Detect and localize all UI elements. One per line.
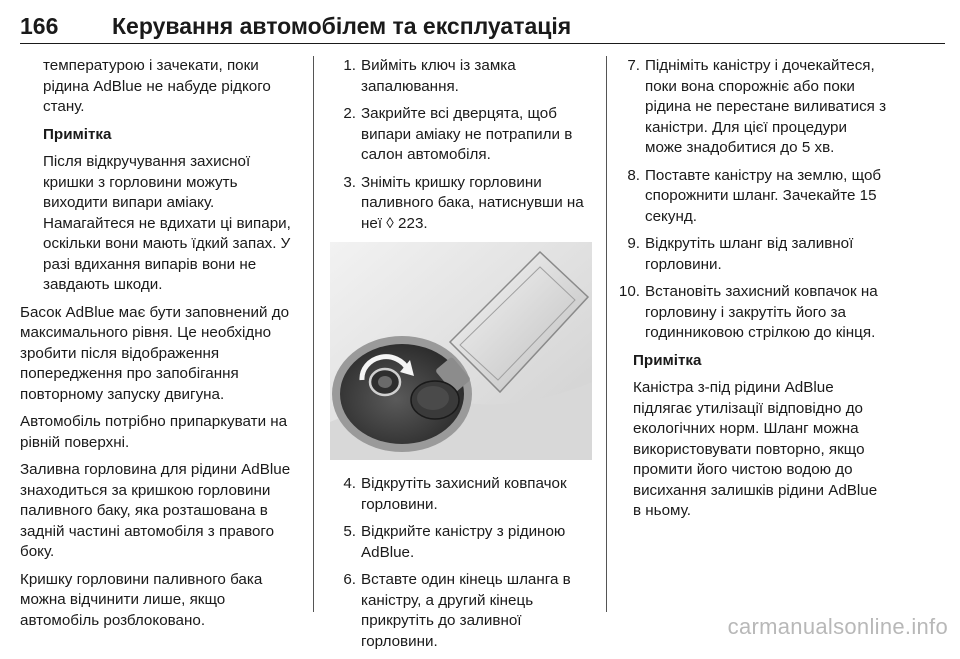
steps-list-b bbox=[330, 474, 595, 652]
note-heading: Примітка bbox=[633, 351, 702, 369]
note-box-2 bbox=[622, 351, 887, 522]
step-number: 10. bbox=[618, 283, 640, 300]
steps-list-c bbox=[618, 56, 887, 344]
steps-list-a bbox=[330, 56, 595, 234]
list-item bbox=[330, 104, 595, 166]
step-text: Зніміть кришку горловини паливного бака, натиснувши на неї bbox=[361, 173, 584, 232]
list-item bbox=[330, 474, 595, 515]
step-text: Відкрутіть захисний ковпачок горловини. bbox=[361, 475, 567, 513]
step-number: 4. bbox=[343, 475, 356, 492]
list-item bbox=[622, 234, 887, 275]
step-number: 7. bbox=[627, 57, 640, 74]
note-box-1 bbox=[20, 125, 303, 296]
column-3 bbox=[618, 56, 887, 529]
column-1 bbox=[20, 56, 303, 638]
note-heading: Примітка bbox=[43, 125, 112, 143]
page-title: Керування автомобілем та експлуатація bbox=[112, 13, 572, 39]
paragraph: Кришку горловини паливного бака можна відчинити лише, якщо автомобіль розблоковано. bbox=[20, 570, 263, 629]
note-text: Каністра з-під рідини AdBlue підлягає утилізації відповідно до екологічних норм. Шланг можна використовувати повторно, якщо промити його чистою водою до висихання залишків рідини AdBlue в ньому. bbox=[633, 379, 878, 519]
step-number: 2. bbox=[343, 105, 356, 122]
step-text: Відкрийте каністру з рідиною AdBlue. bbox=[361, 523, 566, 561]
step-number: 5. bbox=[343, 523, 356, 540]
paragraph: Автомобіль потрібно припаркувати на рівній поверхні. bbox=[20, 413, 288, 451]
page-header bbox=[20, 4, 945, 44]
list-item bbox=[330, 570, 595, 652]
page-ref-link[interactable]: 223. bbox=[398, 214, 428, 232]
column-divider-2 bbox=[606, 56, 607, 612]
column-divider-1 bbox=[313, 56, 314, 612]
step-text: Вставте один кінець шланга в каністру, а другий кінець прикрутіть до заливної горловини. bbox=[361, 571, 571, 650]
page-ref-arrow-icon: ◊ bbox=[386, 214, 394, 232]
step-text: Підніміть каністру і дочекайтеся, поки вона спорожніє або поки рідина не перестане виливатися з каністри. Для цієї процедури може знадобитися до 5 хв. bbox=[645, 57, 887, 156]
list-item bbox=[330, 56, 595, 97]
list-item bbox=[330, 173, 595, 235]
step-number: 8. bbox=[627, 166, 640, 184]
paragraph: Басок AdBlue має бути заповнений до максимального рівня. Це необхідно зробити після відображення попередження про запобігання повторному запуску двигуна. bbox=[20, 303, 290, 403]
step-number: 9. bbox=[627, 235, 640, 252]
fuel-filler-image bbox=[330, 242, 592, 460]
step-number: 1. bbox=[343, 57, 356, 74]
list-item bbox=[618, 282, 887, 344]
step-text: Встановіть захисний ковпачок на горловину і закрутіть його за годинниковою стрілкою до кінця. bbox=[645, 283, 878, 341]
fuel-filler-illustration bbox=[330, 242, 592, 460]
watermark: carmanualsonline.info bbox=[727, 614, 948, 639]
page-number: 166 bbox=[20, 13, 59, 39]
step-number: 3. bbox=[343, 173, 356, 191]
step-text: Закрийте всі дверцята, щоб випари аміаку не потрапили в салон автомобіля. bbox=[361, 105, 573, 163]
paragraph: Заливна горловина для рідини AdBlue знаходиться за кришкою горловини паливного баку, яка розташована в задній частині автомобіля з правого боку. bbox=[20, 461, 291, 560]
step-text: Відкрутіть шланг від заливної горловини. bbox=[645, 235, 854, 273]
list-item bbox=[330, 522, 595, 563]
step-text: Поставте каністру на землю, щоб спорожнити шланг. Зачекайте 15 секунд. bbox=[645, 166, 882, 225]
step-text: Вийміть ключ із замка запалювання. bbox=[361, 57, 516, 95]
list-item bbox=[622, 166, 887, 228]
step-number: 6. bbox=[343, 571, 356, 588]
column-2 bbox=[330, 56, 595, 659]
note-text: Після відкручування захисної кришки з горловини можуть виходити випари аміаку. Намагайтеся не вдихати ці випари, оскільки вони мають їдкий запах. У разі вдихання випарів вони не завдають шкоди. bbox=[43, 153, 291, 293]
continuation-text: температурою і зачекати, поки рідина AdBlue не набуде рідкого стану. bbox=[43, 57, 271, 115]
list-item bbox=[622, 56, 887, 159]
